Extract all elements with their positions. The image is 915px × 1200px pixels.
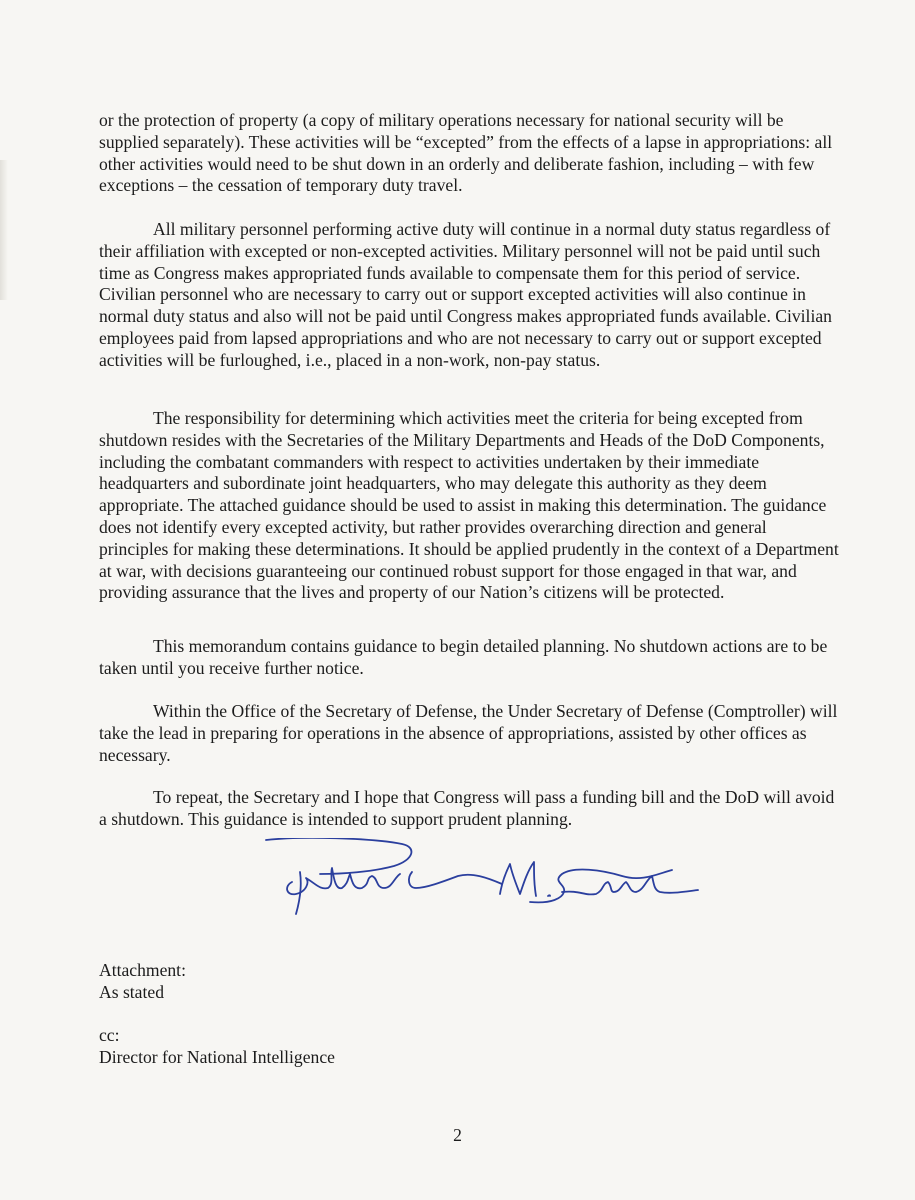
page-number: 2 <box>453 1125 462 1145</box>
cc-recipient: Director for National Intelligence <box>99 1046 335 1067</box>
paragraph-4: This memorandum contains guidance to begin detailed planning. No shutdown actions are to be taken until you receive further notice. <box>99 636 828 678</box>
cc-block <box>99 1025 335 1069</box>
handwritten-signature <box>262 838 702 928</box>
scan-edge-mark <box>0 160 8 300</box>
attachment-label: Attachment: <box>99 960 186 980</box>
paragraph-5: Within the Office of the Secretary of Defense, the Under Secretary of Defense (Comptroller) will take the lead in preparing for operations in the absence of appropriations, assisted by other offices as necessary. <box>99 701 838 765</box>
paragraph-6: To repeat, the Secretary and I hope that Congress will pass a funding bill and the DoD will avoid a shutdown. This guidance is intended to support prudent planning. <box>99 787 835 829</box>
attachment-block <box>99 960 186 1004</box>
attachment-value: As stated <box>99 981 164 1002</box>
paragraph-2: All military personnel performing active duty will continue in a normal duty status regardless of their affiliation with excepted or non-excepted activities. Military personnel will not be paid until such time as Congress makes appropriated funds available to compensate them for this period of service. Civilian personnel who are necessary to carry out or support excepted activities will also continue in normal duty status and also will not be paid until Congress makes appropriated funds available. Civilian employees paid from lapsed appropriations and who are not necessary to carry out or support excepted activities will be furloughed, i.e., placed in a non-work, non-pay status. <box>99 219 832 370</box>
paragraph-3: The responsibility for determining which activities meet the criteria for being excepted from shutdown resides with the Secretaries of the Military Departments and Heads of the DoD Components, including the combatant commanders with respect to activities undertaken by their immediate headquarters and subordinate joint headquarters, who may delegate this authority as they deem appropriate. The attached guidance should be used to assist in making this determination. The guidance does not identify every excepted activity, but rather provides overarching direction and general principles for making these determinations. It should be applied prudently in the context of a Department at war, with decisions guaranteeing our continued robust support for those engaged in that war, and providing assurance that the lives and property of our Nation’s citizens will be protected. <box>99 408 839 603</box>
paragraph-1: or the protection of property (a copy of military operations necessary for national security will be supplied separately). These activities will be “excepted” from the effects of a lapse in appropriations: all other activities would need to be shut down in an orderly and deliberate fashion, including – with few exceptions – the cessation of temporary duty travel. <box>99 110 833 196</box>
cc-label: cc: <box>99 1025 120 1045</box>
